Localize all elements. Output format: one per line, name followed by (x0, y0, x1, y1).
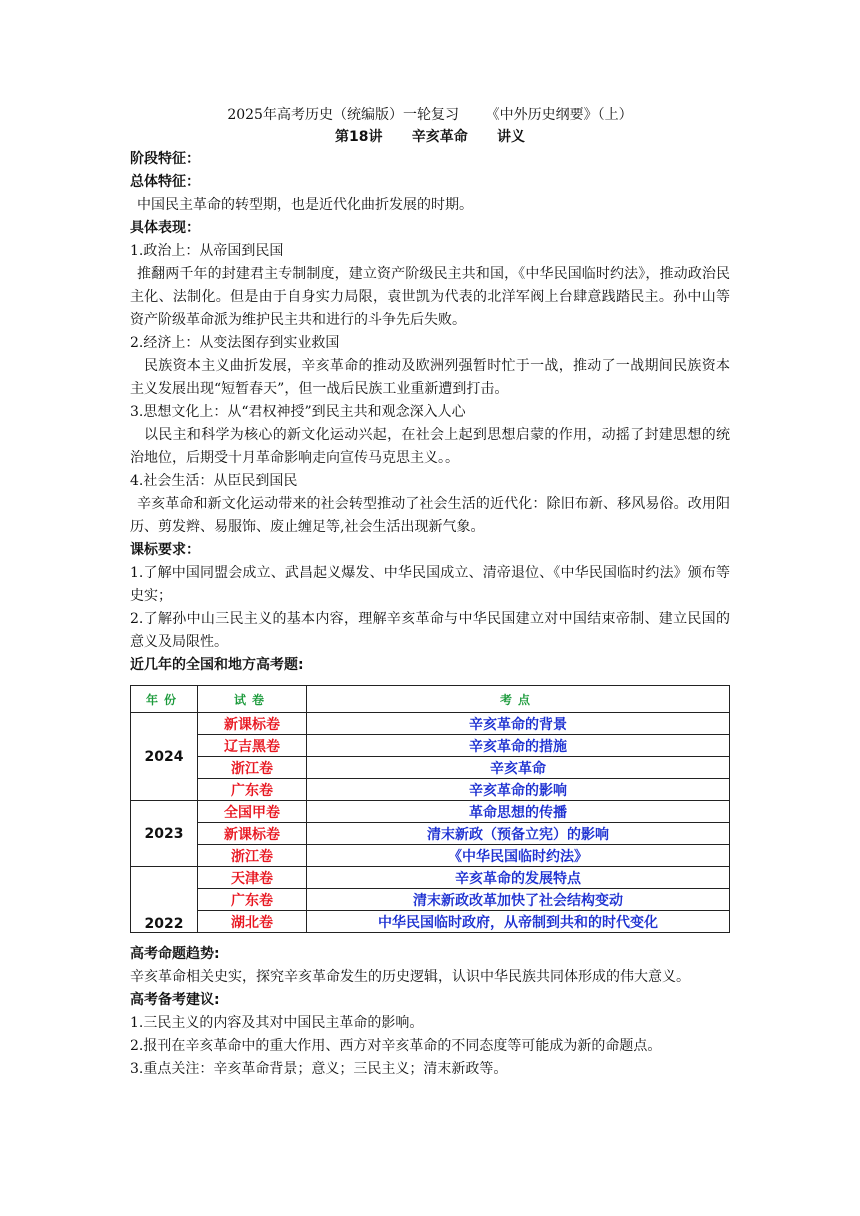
column-header-point: 考点 (307, 686, 730, 713)
paper-cell: 全国甲卷 (198, 801, 307, 823)
paper-cell: 广东卷 (198, 779, 307, 801)
year-cell: 2023 (131, 801, 198, 867)
paper-cell: 浙江卷 (198, 757, 307, 779)
table-row (131, 801, 730, 823)
point-cell: 辛亥革命的发展特点 (307, 867, 730, 889)
overall-text: 中国民主革命的转型期，也是近代化曲折发展的时期。 (137, 197, 473, 213)
lecture-type: 讲义 (496, 129, 525, 145)
table-row (131, 823, 730, 845)
standard-item: 2.了解孙中山三民主义的基本内容，理解辛亥革命与中华民国建立对中国结束帝制、建立民国的意义及局限性。 (130, 611, 730, 650)
advice-item: 2.报刊在辛亥革命中的重大作用、西方对辛亥革命的不同态度等可能成为新的命题点。 (130, 1038, 662, 1054)
point-cell: 清末新政改革加快了社会结构变动 (307, 889, 730, 911)
paper-cell: 新课标卷 (198, 713, 307, 735)
point-cell: 辛亥革命的影响 (307, 779, 730, 801)
standard-item: 1.了解中国同盟会成立、武昌起义爆发、中华民国成立、清帝退位、《中华民国临时约法》颁布等史实； (130, 565, 730, 604)
paper-cell: 湖北卷 (198, 911, 307, 933)
point-cell: 《中华民国临时约法》 (307, 845, 730, 867)
item-text-economy: 民族资本主义曲折发展，辛亥革命的推动及欧洲列强暂时忙于一战，推动了一战期间民族资本主义发展出现“短暂春天”，但一战后民族工业重新遭到打击。 (130, 358, 730, 397)
title-course: 2025年高考历史（统编版）一轮复习 (227, 107, 459, 123)
item-text-society: 辛亥革命和新文化运动带来的社会转型推动了社会生活的近代化：除旧布新、移风易俗。改用阳历、剪发辫、易服饰、废止缠足等,社会生活出现新气象。 (130, 496, 730, 535)
item-text-culture: 以民主和科学为核心的新文化运动兴起，在社会上起到思想启蒙的作用，动摇了封建思想的统治地位，后期受十月革命影响走向宣传马克思主义。。 (130, 427, 730, 466)
paper-cell: 新课标卷 (198, 823, 307, 845)
advice-item: 3.重点关注：辛亥革命背景；意义；三民主义；清末新政等。 (130, 1061, 508, 1077)
document-title (130, 104, 730, 126)
point-cell: 中华民国临时政府，从帝制到共和的时代变化 (307, 911, 730, 933)
document-page (130, 100, 730, 1081)
table-row (131, 845, 730, 867)
advice-item: 1.三民主义的内容及其对中国民主革命的影响。 (130, 1015, 424, 1031)
item-title-politics: 1.政治上：从帝国到民国 (130, 243, 284, 259)
table-row (131, 889, 730, 911)
paper-cell: 浙江卷 (198, 845, 307, 867)
item-title-economy: 2.经济上：从变法图存到实业救国 (130, 335, 340, 351)
exam-table-header (131, 686, 730, 713)
year-cell: 2024 (131, 713, 198, 801)
item-text-politics: 推翻两千年的封建君主专制制度，建立资产阶级民主共和国，《中华民国临时约法》，推动政治民主化、法制化。但是由于自身实力局限，袁世凯为代表的北洋军阀上台肆意践踏民主。孙中山等资产阶级革命派为维护民主共和进行的斗争先后失败。 (130, 266, 730, 328)
item-title-society: 4.社会生活：从臣民到国民 (130, 473, 298, 489)
advice-heading: 高考备考建议: (130, 992, 220, 1008)
table-row (131, 779, 730, 801)
title-book: 《中外历史纲要》（上） (485, 107, 633, 123)
point-cell: 辛亥革命 (307, 757, 730, 779)
item-title-culture: 3.思想文化上：从“君权神授”到民主共和观念深入人心 (130, 404, 466, 420)
column-header-paper: 试卷 (198, 686, 307, 713)
table-row (131, 867, 730, 889)
lecture-topic: 辛亥革命 (411, 129, 468, 145)
paper-cell: 辽吉黑卷 (198, 735, 307, 757)
table-row (131, 735, 730, 757)
table-row (131, 713, 730, 735)
overall-heading: 总体特征： (130, 174, 200, 190)
paper-cell: 天津卷 (198, 867, 307, 889)
point-cell: 清末新政（预备立宪）的影响 (307, 823, 730, 845)
paper-cell: 广东卷 (198, 889, 307, 911)
standards-heading: 课标要求： (130, 542, 200, 558)
exams-heading: 近几年的全国和地方高考题: (130, 657, 304, 673)
stage-heading: 阶段特征： (130, 151, 200, 167)
year-cell: 2022 (131, 867, 198, 933)
specific-heading: 具体表现： (130, 220, 200, 236)
lecture-number: 第18讲 (335, 129, 383, 145)
point-cell: 辛亥革命的背景 (307, 713, 730, 735)
trend-heading: 高考命题趋势: (130, 946, 220, 962)
point-cell: 辛亥革命的措施 (307, 735, 730, 757)
trend-text: 辛亥革命相关史实，探究辛亥革命发生的历史逻辑，认识中华民族共同体形成的伟大意义。 (130, 969, 690, 985)
point-cell: 革命思想的传播 (307, 801, 730, 823)
table-row (131, 911, 730, 933)
table-row (131, 757, 730, 779)
column-header-year: 年份 (131, 686, 198, 713)
lecture-title (130, 126, 730, 148)
exam-table (130, 685, 730, 933)
